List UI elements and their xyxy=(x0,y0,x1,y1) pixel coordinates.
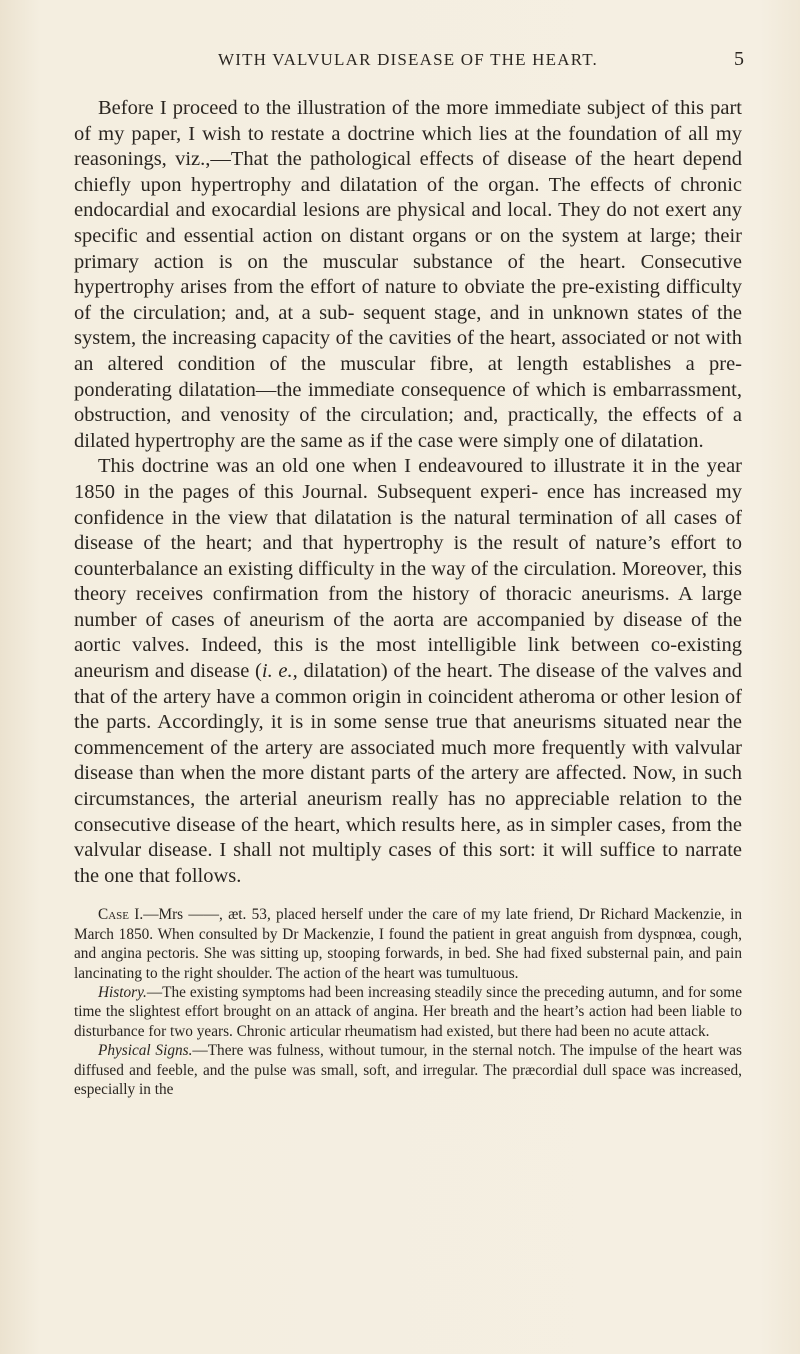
paragraph-aneurism-part2: dilatation) of the heart. The disease of the valves and that of the artery have a common origin in coincident atheroma or other lesion of the parts. Accordingly, it is in some sense true that aneurisms situated near the commencement of the artery are associated much more frequently with valvular disease than when the more distant parts of the artery are affected. Now, in such circumstances, the arterial aneurism really has no appreciable relation to the consecutive disease of the heart, which results here, as in simpler cases, from the valvular disease. I shall not multiply cases of this sort: it will suffice to narrate the one that follows. xyxy=(74,660,742,887)
paragraph-aneurism-part1: This doctrine was an old one when I endeavoured to illustrate it in the year 1850 in the pages of this Journal. Subsequent experi- ence has increased my confidence in the view that dilatation is the natural termination of all cases of disease of the heart; and that hypertrophy is the result of nature’s effort to counterbalance an existing difficulty in the way of the circulation. Moreover, this theory receives confirmation from the history of thoracic aneurisms. A large number of cases of aneurism of the aorta are accompanied by disease of the aortic valves. Indeed, this is the most intelligible link between co-existing aneurism and disease ( xyxy=(74,455,742,683)
history-text: —The existing symptoms had been increasing steadily since the preceding autumn, and for some time the slightest effort brought on an attack of angina. Her breath and the heart’s action had been liable to disturbance for two years. Chronic articular rheumatism had existed, but there had been no acute attack. xyxy=(74,984,742,1040)
case-physical-signs xyxy=(74,1041,742,1099)
case-report xyxy=(74,905,742,1099)
case-intro xyxy=(74,905,742,983)
signs-label: Physical Signs. xyxy=(98,1042,193,1060)
case-label: Case I. xyxy=(98,906,144,924)
paragraph-doctrine: Before I proceed to the illustration of the more immediate subject of this part of my paper, I wish to restate a doctrine which lies at the foundation of all my reasonings, viz.,—That the pathological effects of disease of the heart depend chiefly upon hypertrophy and dilatation of the organ. The effects of chronic endocardial and exocardial lesions are physical and local. They do not exert any specific and essential action on distant organs or on the system at large; their primary action is on the muscular substance of the heart. Consecutive hypertrophy arises from the effort of nature to obviate the pre-existing difficulty of the circulation; and, at a sub- sequent stage, and in unknown states of the system, the increasing capacity of the cavities of the heart, associated or not with an altered condition of the muscular fibre, at length establishes a pre- ponderating dilatation—the immediate consequence of which is embarrassment, obstruction, and venosity of the circulation; and, practically, the effects of a dilated hypertrophy are the same as if the case were simply one of dilatation. xyxy=(74,97,742,452)
signs-text: —There was fulness, without tumour, in the sternal notch. The impulse of the heart was diffused and feeble, and the pulse was small, soft, and irregular. The præcordial dull space was increased, especially in the xyxy=(74,1042,742,1099)
running-head xyxy=(72,50,744,78)
running-title: WITH VALVULAR DISEASE OF THE HEART. xyxy=(217,50,599,69)
case-intro-text: —Mrs ——, æt. 53, placed herself under the care of my late friend, Dr Richard Mackenzie, in March 1850. When consulted by Dr Mackenzie, I found the patient in great anguish from dyspnœa, cough, and angina pectoris. She was sitting up, stooping forwards, in bed. She had fixed substernal pain, and pain lancinating to the right shoulder. The action of the heart was tumultuous. xyxy=(74,906,742,982)
body-text xyxy=(74,96,742,1099)
ie-abbreviation: i. e., xyxy=(261,660,298,683)
case-history xyxy=(74,983,742,1041)
paragraph-aneurism xyxy=(74,454,742,889)
history-label: History. xyxy=(98,984,147,1002)
page-number: 5 xyxy=(734,48,744,70)
